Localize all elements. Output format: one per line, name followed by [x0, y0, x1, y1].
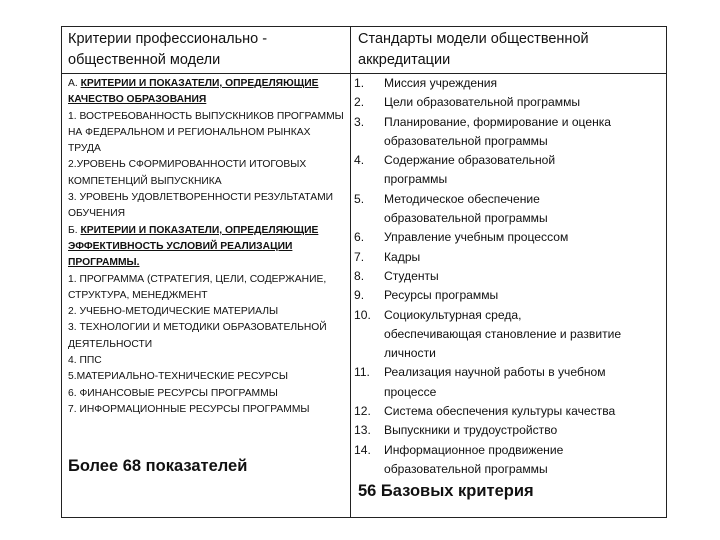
standard-text-line: Планирование, формирование и оценка — [384, 114, 612, 129]
standard-text — [384, 363, 664, 402]
criteria-text: КОМПЕТЕНЦИЙ ВЫПУСКНИКА — [68, 175, 222, 187]
criteria-text: КРИТЕРИИ И ПОКАЗАТЕЛИ, ОПРЕДЕЛЯЮЩИЕ — [80, 224, 319, 236]
standard-text-line: Ресурсы программы — [384, 288, 499, 303]
standard-number: 13. — [354, 423, 371, 438]
right-total: 56 Базовых критерия — [358, 482, 534, 500]
standard-text-line: Методическое обеспечение — [384, 191, 540, 206]
criteria-text: ДЕЯТЕЛЬНОСТИ — [68, 338, 153, 350]
standard-text-line: программы — [384, 172, 448, 187]
standard-text — [384, 151, 664, 190]
comparison-table — [61, 26, 667, 518]
criteria-line — [68, 386, 344, 402]
criteria-text: 2.УРОВЕНЬ СФОРМИРОВАННОСТИ ИТОГОВЫХ — [68, 159, 307, 171]
standard-number: 5. — [354, 191, 365, 206]
left-total: Более 68 показателей — [68, 457, 248, 475]
standard-text-line: образовательной программы — [384, 461, 548, 476]
right-header-line: аккредитации — [358, 52, 451, 68]
left-column-header — [68, 29, 344, 71]
standard-text-line: Содержание образовательной — [384, 153, 556, 168]
standard-item — [354, 248, 664, 267]
criteria-text: 5.МАТЕРИАЛЬНО-ТЕХНИЧЕСКИЕ РЕСУРСЫ — [68, 371, 288, 383]
standard-text-line: процессе — [384, 384, 437, 399]
standard-text-line: Социокультурная среда, — [384, 307, 522, 322]
standard-number: 2. — [354, 95, 365, 110]
standard-number: 12. — [354, 404, 371, 419]
criteria-text: 1. ПРОГРАММА (СТРАТЕГИЯ, ЦЕЛИ, СОДЕРЖАНИЕ, — [68, 273, 327, 285]
criteria-line — [68, 239, 344, 255]
standard-text-line: Студенты — [384, 268, 439, 283]
criteria-line — [68, 223, 344, 239]
standard-number: 7. — [354, 249, 365, 264]
standard-text-line: Кадры — [384, 249, 421, 264]
column-divider — [350, 27, 351, 517]
standard-text — [384, 74, 664, 93]
standard-item — [354, 363, 664, 402]
criteria-text: КАЧЕСТВО ОБРАЗОВАНИЯ — [68, 94, 207, 106]
standard-item — [354, 228, 664, 247]
standard-text — [384, 190, 664, 229]
right-header-line: Стандарты модели общественной — [358, 31, 589, 47]
standard-item — [354, 267, 664, 286]
standard-number: 11. — [354, 365, 370, 380]
criteria-line — [68, 369, 344, 385]
criteria-text: СТРУКТУРА, МЕНЕДЖМЕНТ — [68, 289, 208, 301]
standard-item — [354, 286, 664, 305]
criteria-text: 4. ППС — [68, 355, 102, 367]
standard-number: 6. — [354, 230, 365, 245]
criteria-line — [68, 174, 344, 190]
criteria-text: 3. УРОВЕНЬ УДОВЛЕТВОРЕННОСТИ РЕЗУЛЬТАТАМИ — [68, 192, 334, 204]
standard-text — [384, 421, 664, 440]
standard-number: 9. — [354, 288, 365, 303]
standard-number: 14. — [354, 442, 371, 457]
criteria-text: 1. ВОСТРЕБОВАННОСТЬ ВЫПУСКНИКОВ ПРОГРАММЫ — [68, 110, 344, 122]
standard-text — [384, 228, 664, 247]
criteria-text: ТРУДА — [68, 143, 101, 155]
standard-text-line: Выпускники и трудоустройство — [384, 423, 558, 438]
standard-text-line: Реализация научной работы в учебном — [384, 365, 606, 380]
criteria-text: 7. ИНФОРМАЦИОННЫЕ РЕСУРСЫ ПРОГРАММЫ — [68, 403, 310, 415]
standard-text — [384, 441, 664, 480]
standard-item — [354, 113, 664, 152]
right-column-header — [358, 29, 658, 71]
standard-text-line: Система обеспечения культуры качества — [384, 404, 616, 419]
left-header-line: Критерии профессионально - — [68, 31, 268, 47]
criteria-text: ЭФФЕКТИВНОСТЬ УСЛОВИЙ РЕАЛИЗАЦИИ — [68, 240, 293, 252]
standard-text-line: обеспечивающая становление и развитие — [384, 326, 622, 341]
standard-text-line: образовательной программы — [384, 133, 548, 148]
criteria-text: ПРОГРАММЫ. — [68, 257, 140, 269]
criteria-line — [68, 141, 344, 157]
standard-text — [384, 248, 664, 267]
criteria-prefix: А. — [68, 78, 81, 89]
standard-text-line: Управление учебным процессом — [384, 230, 569, 245]
standard-text — [384, 402, 664, 421]
criteria-prefix: Б. — [68, 224, 81, 236]
criteria-line — [68, 337, 344, 353]
standard-number: 8. — [354, 268, 365, 283]
criteria-line — [68, 402, 344, 418]
standard-text — [384, 267, 664, 286]
standard-text-line: личности — [384, 346, 436, 361]
criteria-line — [68, 288, 344, 304]
standard-number: 3. — [354, 114, 365, 129]
criteria-text: НА ФЕДЕРАЛЬНОМ И РЕГИОНАЛЬНОМ РЫНКАХ — [68, 126, 311, 138]
standard-text — [384, 93, 664, 112]
standard-text — [384, 113, 664, 152]
criteria-text: 3. ТЕХНОЛОГИИ И МЕТОДИКИ ОБРАЗОВАТЕЛЬНОЙ — [68, 322, 327, 334]
criteria-line — [68, 272, 344, 288]
standard-item — [354, 93, 664, 112]
criteria-text: 6. ФИНАНСОВЫЕ РЕСУРСЫ ПРОГРАММЫ — [68, 387, 278, 399]
standards-list — [354, 74, 664, 479]
standard-item — [354, 190, 664, 229]
criteria-text: 2. УЧЕБНО-МЕТОДИЧЕСКИЕ МАТЕРИАЛЫ — [68, 306, 279, 318]
criteria-line — [68, 320, 344, 336]
standard-item — [354, 441, 664, 480]
standard-number: 4. — [354, 153, 365, 168]
criteria-line — [68, 255, 344, 271]
standard-text-line: Цели образовательной программы — [384, 95, 581, 110]
standard-text-line: образовательной программы — [384, 211, 548, 226]
standard-item — [354, 151, 664, 190]
criteria-line — [68, 125, 344, 141]
criteria-line — [68, 109, 344, 125]
standard-number: 10. — [354, 307, 371, 322]
standard-text-line: Миссия учреждения — [384, 76, 498, 90]
standard-item — [354, 306, 664, 364]
standard-item — [354, 421, 664, 440]
criteria-text: КРИТЕРИИ И ПОКАЗАТЕЛИ, ОПРЕДЕЛЯЮЩИЕ — [80, 78, 319, 89]
criteria-line — [68, 190, 344, 206]
criteria-line — [68, 157, 344, 173]
standard-text — [384, 286, 664, 305]
criteria-list — [68, 76, 344, 418]
criteria-line — [68, 206, 344, 222]
left-header-line: общественной модели — [68, 52, 221, 68]
standard-number: 1. — [354, 76, 365, 90]
standard-text — [384, 306, 664, 364]
criteria-line — [68, 304, 344, 320]
standard-item — [354, 74, 664, 93]
standard-item — [354, 402, 664, 421]
criteria-line — [68, 92, 344, 108]
criteria-line — [68, 76, 344, 92]
criteria-text: ОБУЧЕНИЯ — [68, 208, 126, 220]
criteria-line — [68, 353, 344, 369]
standard-text-line: Информационное продвижение — [384, 442, 564, 457]
